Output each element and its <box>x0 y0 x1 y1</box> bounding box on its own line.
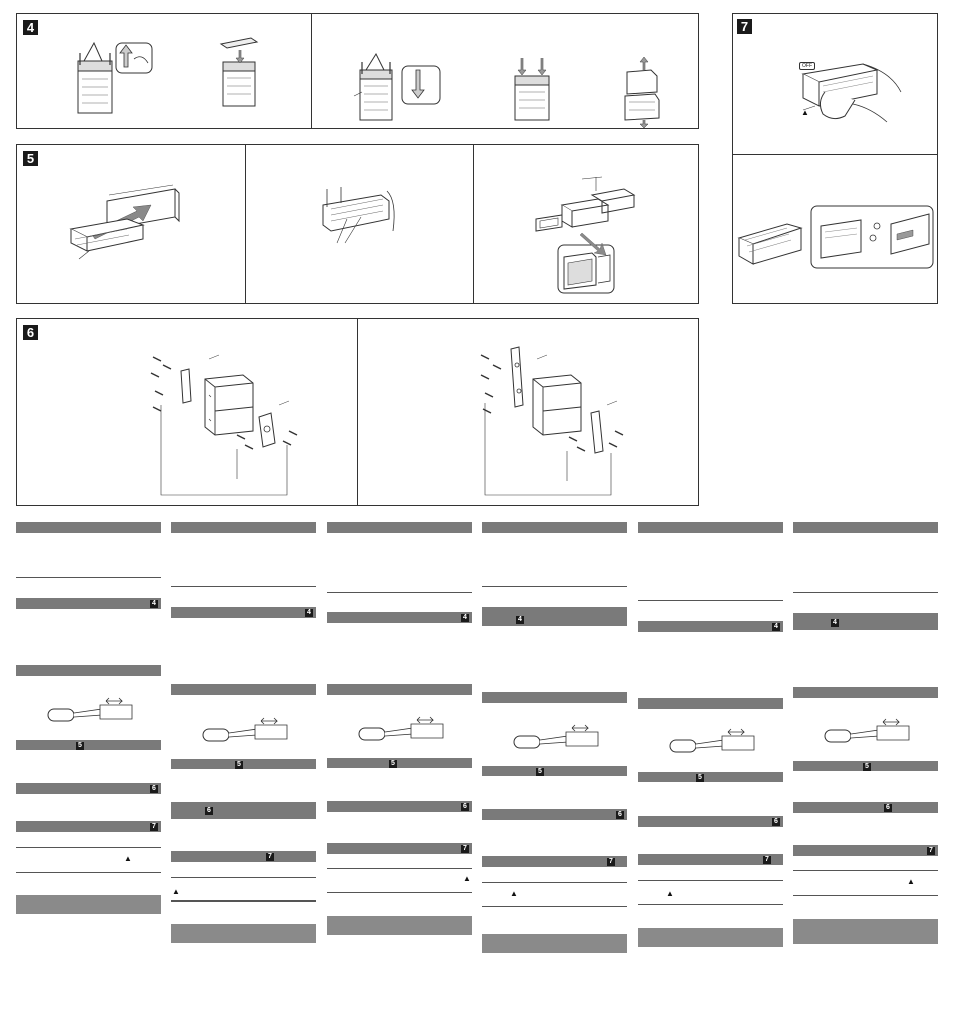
step5-badge: 5 <box>23 151 38 166</box>
step-badge: 6 <box>461 803 469 811</box>
section-header-bar <box>16 783 161 794</box>
section-rule <box>327 892 472 893</box>
footer-note-bar <box>16 895 161 914</box>
release-button-icon: ▲ <box>801 108 809 117</box>
step-badge: 5 <box>235 761 243 769</box>
unit-with-frame-illustration <box>217 34 277 114</box>
section-header-bar <box>171 522 316 533</box>
step-badge: 6 <box>150 785 158 793</box>
section-header-bar <box>793 687 938 698</box>
section-header-bar <box>327 612 472 623</box>
section-rule <box>638 904 783 905</box>
section-header-bar <box>793 802 938 813</box>
release-button-icon: ▲ <box>124 854 132 863</box>
section-header-bar <box>16 598 161 609</box>
section-rule <box>793 870 938 871</box>
section-header-bar <box>171 759 316 769</box>
step5-divider-1 <box>245 145 246 303</box>
step4-divider <box>311 14 312 128</box>
step7-badge: 7 <box>737 19 752 34</box>
section-rule <box>16 847 161 848</box>
step-badge: 6 <box>772 818 780 826</box>
section-header-bar <box>482 766 627 776</box>
step5-panel <box>16 144 699 304</box>
iso-mount-left-illustration <box>149 335 309 495</box>
screwdriver-icon <box>46 695 136 725</box>
press-down-illustration <box>509 56 559 126</box>
section-header-bar <box>171 684 316 695</box>
iso-mount-right-illustration <box>477 335 637 495</box>
release-button-icon: ▲ <box>907 877 915 886</box>
section-header-bar <box>482 692 627 703</box>
section-header-bar <box>793 845 938 856</box>
section-rule <box>327 868 472 869</box>
section-header-bar <box>16 740 161 750</box>
section-header-bar <box>638 816 783 827</box>
text-column-1 <box>16 522 161 922</box>
text-column-5 <box>638 522 783 952</box>
section-rule <box>482 586 627 587</box>
step4-panel <box>16 13 699 129</box>
step-badge: 7 <box>763 856 771 864</box>
footer-note-bar <box>482 934 627 953</box>
section-header-bar <box>327 801 472 812</box>
step6-divider <box>357 319 358 505</box>
unit-in-dashboard-illustration <box>317 185 407 255</box>
step-badge: 6 <box>616 811 624 819</box>
section-header-bar <box>638 522 783 533</box>
screwdriver-icon <box>512 722 602 752</box>
step-badge: 7 <box>150 823 158 831</box>
step-badge: 5 <box>696 774 704 782</box>
step-badge: 5 <box>76 742 84 750</box>
step-badge: 4 <box>461 614 469 622</box>
text-column-4 <box>482 522 627 962</box>
text-column-3 <box>327 522 472 942</box>
section-rule <box>171 877 316 878</box>
key-release-illustration <box>352 52 467 127</box>
section-header-bar <box>16 665 161 676</box>
section-header-bar <box>16 821 161 832</box>
section-rule <box>16 872 161 873</box>
release-button-icon: ▲ <box>510 889 518 898</box>
step-badge: 7 <box>461 845 469 853</box>
front-panel-attach-illustration <box>737 204 937 284</box>
section-header-bar <box>171 607 316 618</box>
screwdriver-icon <box>823 716 913 746</box>
section-header-bar <box>327 843 472 854</box>
step-badge: 4 <box>305 609 313 617</box>
section-header-bar <box>793 613 938 630</box>
step-badge: 4 <box>516 616 524 624</box>
footer-note-bar <box>638 928 783 947</box>
release-button-icon: ▲ <box>172 887 180 896</box>
section-rule <box>638 600 783 601</box>
section-rule <box>327 592 472 593</box>
section-header-bar <box>482 856 627 867</box>
release-button-icon: ▲ <box>463 874 471 883</box>
step6-badge: 6 <box>23 325 38 340</box>
step-badge: 7 <box>927 847 935 855</box>
step-badge: 6 <box>205 807 213 815</box>
section-header-bar <box>482 522 627 533</box>
section-header-bar <box>171 802 316 819</box>
screwdriver-icon <box>357 714 447 744</box>
footer-note-bar <box>171 924 316 943</box>
step-badge: 5 <box>389 760 397 768</box>
pull-apart-illustration <box>617 56 667 128</box>
step-badge: 5 <box>863 763 871 771</box>
section-header-bar <box>171 851 316 862</box>
section-header-bar <box>327 522 472 533</box>
screwdriver-icon <box>668 726 758 756</box>
step7-divider <box>733 154 937 155</box>
section-header-bar <box>638 854 783 865</box>
step-badge: 4 <box>150 600 158 608</box>
section-rule <box>793 895 938 896</box>
step-badge: 7 <box>607 858 615 866</box>
screwdriver-icon <box>201 715 291 745</box>
section-rule <box>482 882 627 883</box>
section-header-bar <box>638 772 783 782</box>
step7-panel <box>732 13 938 304</box>
step-badge: 5 <box>536 768 544 776</box>
section-header-bar <box>482 607 627 626</box>
step-badge: 6 <box>884 804 892 812</box>
section-header-bar <box>16 522 161 533</box>
section-rule <box>16 577 161 578</box>
footer-note-bar <box>793 919 938 944</box>
bracket-insertion-illustration <box>67 183 187 263</box>
section-header-bar <box>327 684 472 695</box>
step-badge: 4 <box>831 619 839 627</box>
section-header-bar <box>793 522 938 533</box>
step6-panel <box>16 318 699 506</box>
step-badge: 4 <box>772 623 780 631</box>
step5-divider-2 <box>473 145 474 303</box>
text-column-6 <box>793 522 938 952</box>
section-rule <box>638 880 783 881</box>
release-button-icon: ▲ <box>666 889 674 898</box>
text-column-2 <box>171 522 316 942</box>
section-header-bar <box>327 758 472 768</box>
step-badge: 7 <box>266 853 274 861</box>
section-rule <box>171 586 316 587</box>
section-rule <box>793 592 938 593</box>
section-header-bar <box>482 809 627 820</box>
unit-with-keys-illustration <box>72 39 167 119</box>
section-header-bar <box>793 761 938 771</box>
section-header-bar <box>638 621 783 632</box>
footer-note-bar <box>327 916 472 935</box>
unit-assembly-illustration <box>532 173 652 298</box>
section-header-bar <box>638 698 783 709</box>
step4-badge: 4 <box>23 20 38 35</box>
section-rule <box>482 906 627 907</box>
section-rule <box>171 900 316 902</box>
off-button-label: OFF <box>799 62 815 70</box>
